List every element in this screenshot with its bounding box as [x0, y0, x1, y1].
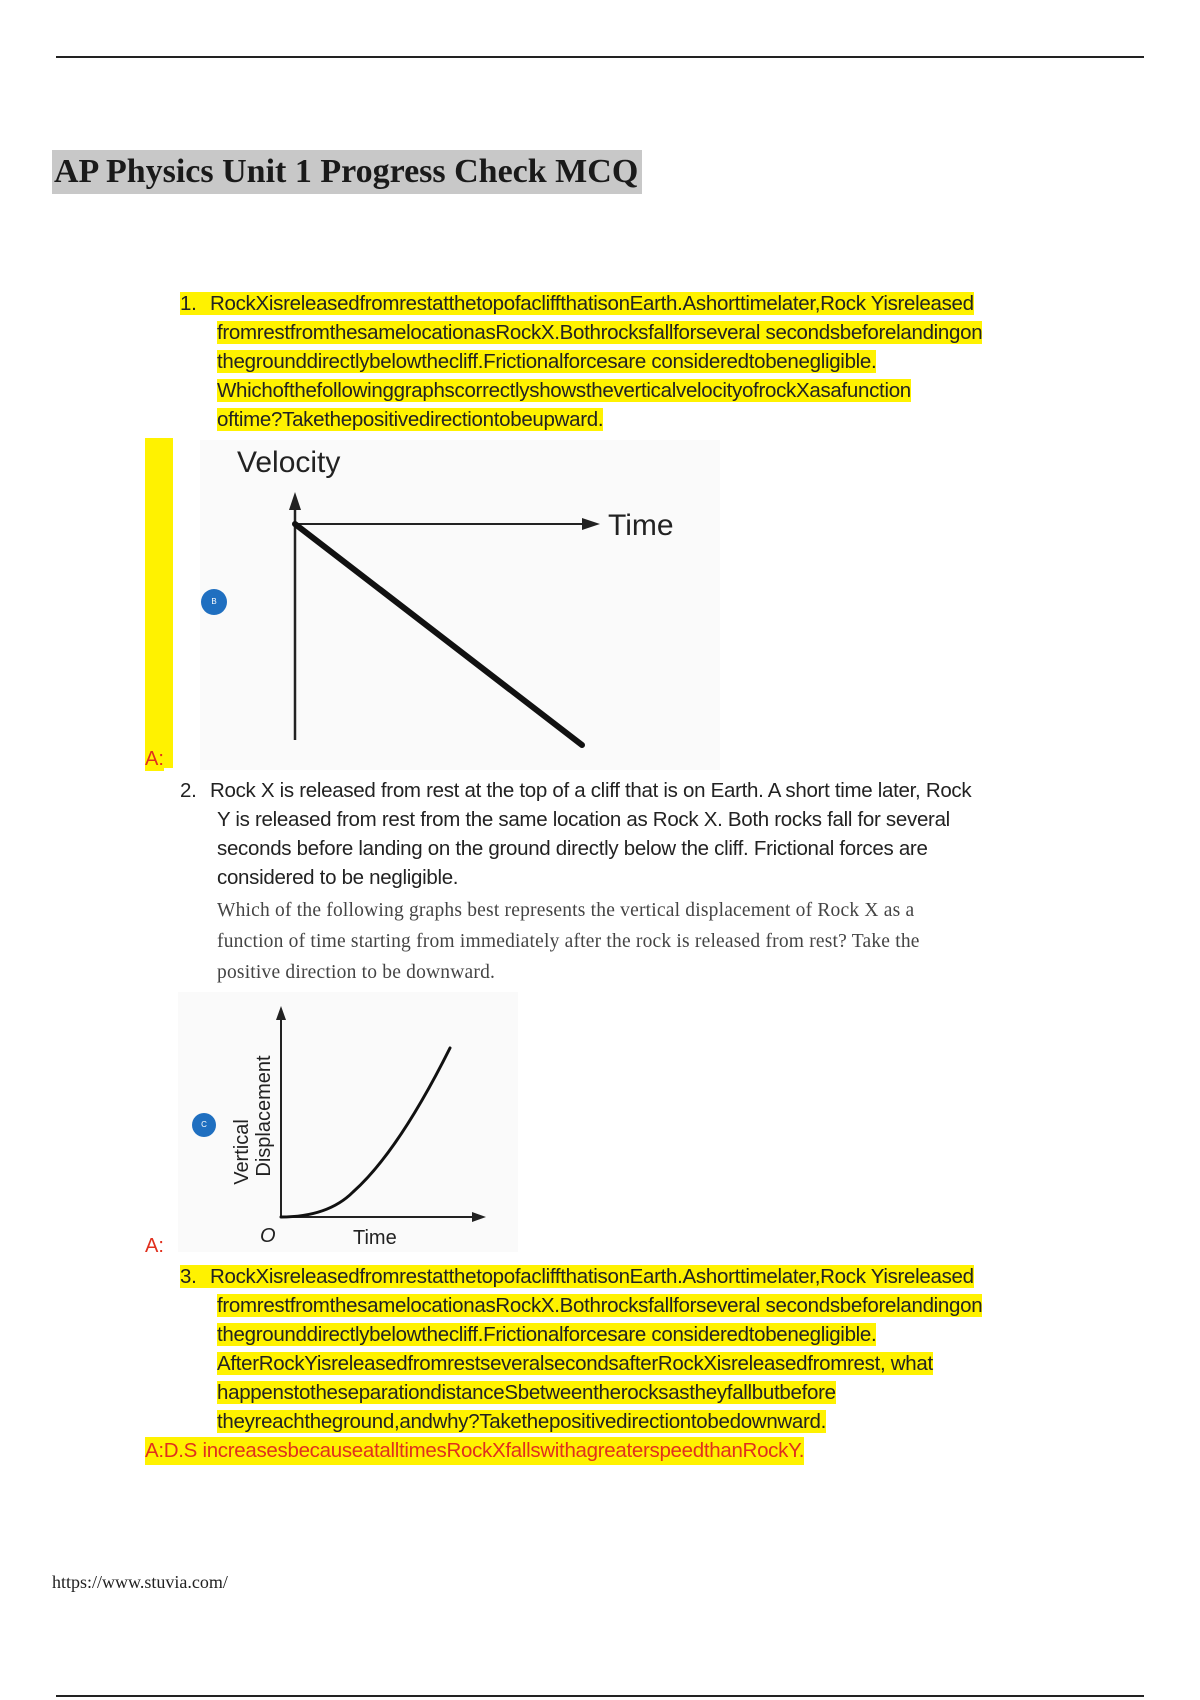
question-line: fromrestfromthesamelocationasRockX.Bothrocksfallforseveral secondsbeforelandingon — [217, 1294, 983, 1317]
graph-origin-label: O — [260, 1225, 276, 1247]
answer-label-1: A: — [145, 748, 164, 770]
question-2-serif-text — [217, 895, 1047, 988]
graph-xlabel: Time — [608, 509, 674, 542]
footer-link[interactable]: https://www.stuvia.com/ — [52, 1572, 228, 1592]
question-line: considered to be negligible. — [217, 866, 459, 889]
question-2 — [180, 776, 1080, 892]
answer-3: A:D.S increasesbecauseatalltimesRockXfallswithagreaterspeedthanRockY. — [145, 1437, 804, 1465]
question-line: function of time starting from immediately after the rock is released from rest? Take the — [217, 931, 920, 952]
question-line: AfterRockYisreleasedfromrestseveralsecondsafterRockXisreleasedfromrest, what — [217, 1352, 933, 1375]
graph-ylabel: Velocity — [237, 446, 341, 479]
x-axis-arrow — [472, 1212, 486, 1222]
question-line: Y is released from rest from the same location as Rock X. Both rocks fall for several — [217, 808, 950, 831]
question-line: RockXisreleasedfromrestatthetopofacliffthatisonEarth.Ashorttimelater,Rock Yisreleased — [210, 1265, 974, 1288]
answer-highlight-bar — [145, 438, 173, 768]
graph-ylabel-line2: Displacement — [253, 1055, 275, 1177]
x-axis-arrow — [582, 518, 600, 530]
displacement-graph-svg — [178, 992, 518, 1252]
displacement-curve — [281, 1048, 450, 1217]
graph-xlabel: Time — [353, 1227, 397, 1249]
option-badge-icon: C — [192, 1113, 216, 1137]
y-axis-arrow — [289, 492, 301, 510]
question-1 — [180, 289, 1080, 434]
question-line: WhichofthefollowinggraphscorrectlyshowstheverticalvelocityofrockXasafunction — [217, 379, 911, 402]
question-number: 2. — [180, 779, 197, 802]
question-line: oftime?Takethepositivedirectiontobeupward. — [217, 408, 604, 431]
graph-ylabel-line1: Vertical — [231, 1119, 253, 1185]
question-line: Rock X is released from rest at the top of a cliff that is on Earth. A short time later, Rock — [210, 779, 972, 802]
question-3 — [180, 1262, 1080, 1436]
y-axis-arrow — [276, 1006, 286, 1020]
question-line: seconds before landing on the ground directly below the cliff. Frictional forces are — [217, 837, 928, 860]
question-line: fromrestfromthesamelocationasRockX.Bothrocksfallforseveral secondsbeforelandingon — [217, 321, 983, 344]
velocity-line — [295, 524, 582, 745]
top-rule — [56, 56, 1144, 58]
question-line: thegrounddirectlybelowthecliff.Frictionalforcesare consideredtobenegligible. — [217, 350, 877, 373]
option-badge-icon: B — [201, 589, 227, 615]
page-title: AP Physics Unit 1 Progress Check MCQ — [52, 150, 642, 194]
question-line: positive direction to be downward. — [217, 962, 496, 983]
answer-label-2: A: — [145, 1235, 164, 1257]
question-number: 3. — [180, 1265, 197, 1288]
velocity-time-graph — [200, 440, 720, 770]
question-line: RockXisreleasedfromrestatthetopofacliffthatisonEarth.Ashorttimelater,Rock Yisreleased — [210, 292, 974, 315]
question-line: thegrounddirectlybelowthecliff.Frictionalforcesare consideredtobenegligible. — [217, 1323, 877, 1346]
question-line: Which of the following graphs best represents the vertical displacement of Rock X as a — [217, 900, 915, 921]
velocity-graph-svg — [200, 440, 720, 770]
question-number: 1. — [180, 292, 197, 315]
bottom-rule — [56, 1695, 1144, 1697]
question-line: theyreachtheground,andwhy?Takethepositivedirectiontobedownward. — [217, 1410, 827, 1433]
question-line: happenstotheseparationdistanceSbetweentherocksastheyfallbutbefore — [217, 1381, 836, 1404]
displacement-time-graph — [178, 992, 518, 1252]
